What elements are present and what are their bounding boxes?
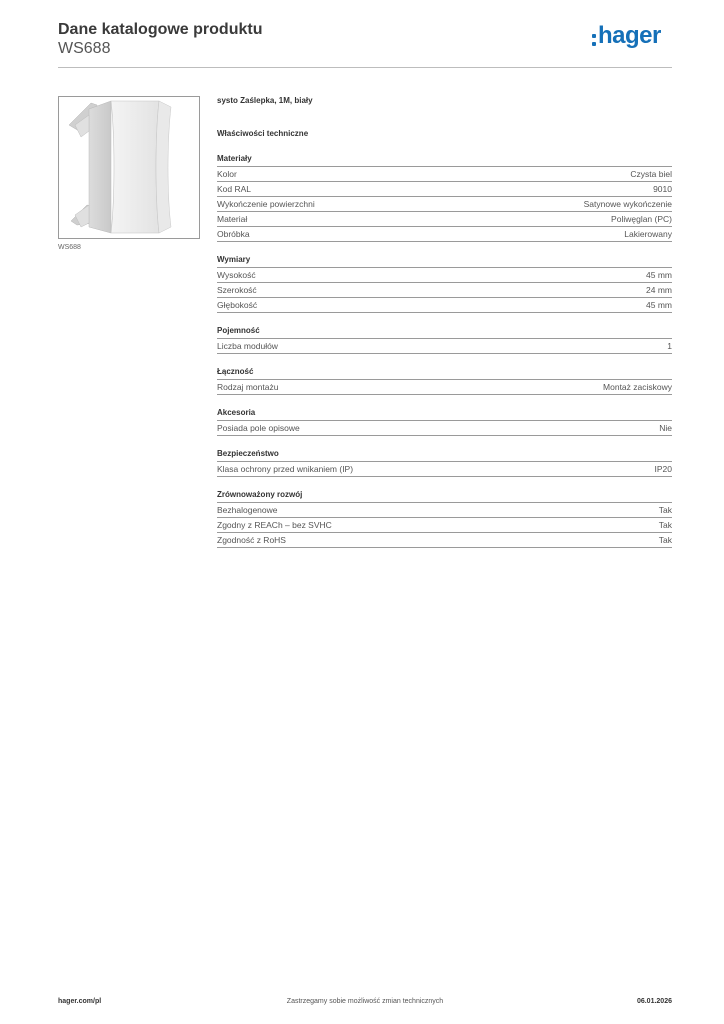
spec-value: IP20 bbox=[654, 464, 672, 474]
spec-label: Obróbka bbox=[217, 229, 250, 239]
product-name: systo Zaślepka, 1M, biały bbox=[217, 96, 313, 105]
spec-label: Posiada pole opisowe bbox=[217, 423, 300, 433]
blanking-plate-illustration bbox=[59, 97, 199, 238]
spec-value: 45 mm bbox=[646, 300, 672, 310]
spec-label: Bezhalogenowe bbox=[217, 505, 278, 515]
spec-label: Liczba modułów bbox=[217, 341, 278, 351]
spec-row bbox=[217, 533, 672, 548]
spec-label: Zgodność z RoHS bbox=[217, 535, 286, 545]
image-caption: WS688 bbox=[58, 244, 81, 251]
spec-row bbox=[217, 167, 672, 182]
spec-row bbox=[217, 298, 672, 313]
spec-label: Szerokość bbox=[217, 285, 257, 295]
header-divider bbox=[58, 67, 672, 68]
spec-value: Tak bbox=[658, 520, 672, 530]
technical-properties-heading: Właściwości techniczne bbox=[217, 129, 309, 138]
spec-label: Rodzaj montażu bbox=[217, 382, 279, 392]
spec-value: Montaż zaciskowy bbox=[603, 382, 672, 392]
footer-notice: Zastrzegamy sobie możliwość zmian technicznych bbox=[286, 998, 444, 1005]
spec-value: Lakierowany bbox=[624, 229, 672, 239]
section-title: Akcesoria bbox=[217, 405, 672, 421]
section-title: Bezpieczeństwo bbox=[217, 446, 672, 462]
section-title: Zrównoważony rozwój bbox=[217, 487, 672, 503]
spec-value: 1 bbox=[667, 341, 672, 351]
spec-value: 45 mm bbox=[646, 270, 672, 280]
spec-value: Czysta biel bbox=[630, 169, 672, 179]
section-title: Materiały bbox=[217, 151, 672, 167]
spec-row bbox=[217, 182, 672, 197]
spec-sections bbox=[217, 151, 672, 548]
spec-section bbox=[217, 405, 672, 436]
spec-section bbox=[217, 151, 672, 242]
spec-row bbox=[217, 283, 672, 298]
spec-label: Klasa ochrony przed wnikaniem (IP) bbox=[217, 464, 354, 474]
spec-section bbox=[217, 446, 672, 477]
spec-row bbox=[217, 380, 672, 395]
page-title: Dane katalogowe produktu bbox=[58, 21, 263, 38]
page-header bbox=[58, 20, 672, 58]
spec-label: Wykończenie powierzchni bbox=[217, 199, 315, 209]
spec-row bbox=[217, 227, 672, 242]
spec-row bbox=[217, 518, 672, 533]
spec-section bbox=[217, 323, 672, 354]
spec-value: 9010 bbox=[653, 184, 672, 194]
spec-value: Tak bbox=[658, 505, 672, 515]
spec-row bbox=[217, 268, 672, 283]
spec-row bbox=[217, 462, 672, 477]
spec-value: Tak bbox=[658, 535, 672, 545]
section-title: Pojemność bbox=[217, 323, 672, 339]
specification-content bbox=[217, 94, 672, 548]
spec-section bbox=[217, 487, 672, 548]
spec-label: Zgodny z REACh – bez SVHC bbox=[217, 520, 332, 530]
spec-row bbox=[217, 339, 672, 354]
section-title: Łączność bbox=[217, 364, 672, 380]
footer-date: 06.01.2026 bbox=[636, 998, 672, 1005]
hager-logo bbox=[592, 22, 672, 52]
spec-value: Satynowe wykończenie bbox=[583, 199, 672, 209]
spec-label: Kolor bbox=[217, 169, 237, 179]
section-title: Wymiary bbox=[217, 252, 672, 268]
spec-row bbox=[217, 503, 672, 518]
product-image bbox=[58, 96, 200, 239]
spec-section bbox=[217, 364, 672, 395]
product-code: WS688 bbox=[58, 40, 111, 57]
spec-row bbox=[217, 197, 672, 212]
logo-dots-icon bbox=[592, 32, 597, 48]
spec-value: Nie bbox=[659, 423, 672, 433]
footer-url[interactable]: hager.com/pl bbox=[58, 998, 102, 1005]
spec-row bbox=[217, 212, 672, 227]
spec-label: Wysokość bbox=[217, 270, 256, 280]
spec-label: Głębokość bbox=[217, 300, 258, 310]
logo-text: hager bbox=[598, 22, 661, 49]
spec-label: Materiał bbox=[217, 214, 248, 224]
spec-value: Poliwęglan (PC) bbox=[611, 214, 672, 224]
spec-value: 24 mm bbox=[646, 285, 672, 295]
spec-label: Kod RAL bbox=[217, 184, 252, 194]
spec-section bbox=[217, 252, 672, 313]
spec-row bbox=[217, 421, 672, 436]
